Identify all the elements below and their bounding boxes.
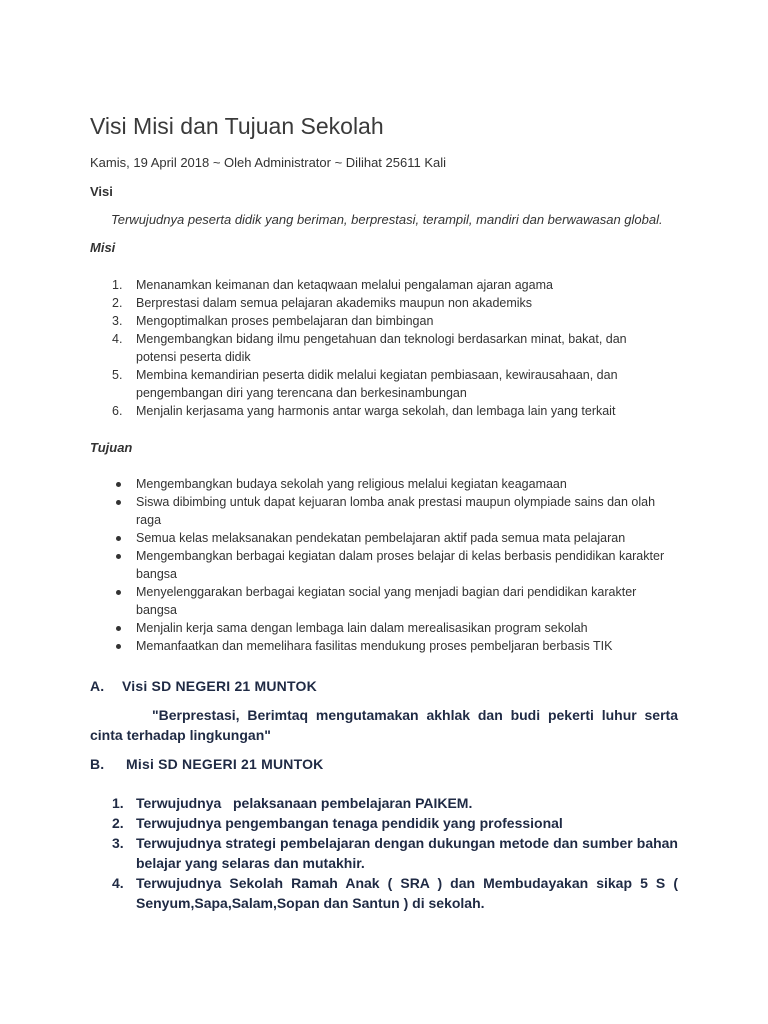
list-item — [0, 475, 666, 493]
bullet-icon — [116, 554, 121, 559]
list-item — [0, 583, 666, 619]
list-item — [0, 366, 666, 402]
list-number: 4. — [112, 875, 124, 891]
list-number: 2. — [112, 815, 124, 831]
list-text: Terwujudnya pelaksanaan pembelajaran PAIKEM. — [136, 795, 473, 811]
bullet-icon — [116, 482, 121, 487]
list-text: Berprestasi dalam semua pelajaran akademiks maupun non akademiks — [136, 296, 533, 310]
list-number: 3. — [112, 314, 123, 328]
list-text: Mengembangkan budaya sekolah yang religious melalui kegiatan keagamaan — [136, 477, 567, 491]
list-item — [0, 294, 666, 312]
list-text: Mengembangkan berbagai kegiatan dalam proses belajar di kelas berbasis pendidikan karakter bangsa — [136, 549, 665, 581]
list-item — [0, 312, 666, 330]
section-letter: A. — [90, 678, 105, 694]
sd-misi-list — [0, 793, 678, 913]
list-number: 1. — [112, 278, 123, 292]
list-item — [0, 619, 666, 637]
list-text: Mengoptimalkan proses pembelajaran dan bimbingan — [136, 314, 434, 328]
bullet-icon — [116, 500, 121, 505]
list-number: 1. — [112, 795, 124, 811]
list-text: Menyelenggarakan berbagai kegiatan social yang menjadi bagian dari pendidikan karakter bangsa — [136, 585, 637, 617]
list-item — [0, 402, 666, 420]
page-title: Visi Misi dan Tujuan Sekolah — [90, 113, 384, 139]
bullet-icon — [116, 644, 121, 649]
tujuan-list — [0, 475, 666, 655]
section-title: Misi SD NEGERI 21 MUNTOK — [126, 756, 324, 772]
bullet-icon — [116, 626, 121, 631]
list-item — [0, 276, 666, 294]
misi-label: Misi — [90, 240, 116, 255]
list-text: Memanfaatkan dan memelihara fasilitas mendukung proses pembeljaran berbasis TIK — [136, 639, 613, 653]
sd-misi-heading — [90, 756, 323, 772]
list-number: 5. — [112, 368, 123, 382]
list-text: Menjalin kerjasama yang harmonis antar warga sekolah, dan lembaga lain yang terkait — [136, 404, 616, 418]
list-text: Terwujudnya Sekolah Ramah Anak ( SRA ) dan Membudayakan sikap 5 S ( Senyum,Sapa,Salam,Sopan dan Santun ) di sekolah. — [136, 875, 678, 911]
list-text: Mengembangkan bidang ilmu pengetahuan dan teknologi berdasarkan minat, bakat, dan potensi peserta didik — [136, 332, 627, 364]
list-text: Menanamkan keimanan dan ketaqwaan melalui pengalaman ajaran agama — [136, 278, 553, 292]
misi-list — [0, 276, 666, 420]
list-item — [0, 793, 678, 813]
list-number: 2. — [112, 296, 123, 310]
sd-visi-quote — [90, 705, 678, 745]
list-number: 4. — [112, 332, 123, 346]
list-number: 3. — [112, 835, 124, 851]
list-item — [0, 813, 678, 833]
visi-label: Visi — [90, 184, 113, 199]
quote-text: "Berprestasi, Berimtaq mengutamakan akhlak dan budi pekerti luhur serta cinta terhadap lingkungan" — [90, 707, 678, 743]
section-letter: B. — [90, 756, 105, 772]
list-text: Membina kemandirian peserta didik melalui kegiatan pembiasaan, kewirausahaan, dan pengembangan diri yang terencana dan berkesinambungan — [136, 368, 618, 400]
list-item — [0, 547, 666, 583]
sd-visi-heading — [90, 678, 317, 694]
list-item — [0, 529, 666, 547]
bullet-icon — [116, 536, 121, 541]
list-item — [0, 637, 666, 655]
list-item — [0, 873, 678, 913]
list-item — [0, 833, 678, 873]
article-meta: Kamis, 19 April 2018 ~ Oleh Administrator ~ Dilihat 25611 Kali — [90, 155, 447, 170]
list-item — [0, 493, 666, 529]
list-text: Terwujudnya pengembangan tenaga pendidik yang professional — [136, 815, 563, 831]
tujuan-label: Tujuan — [90, 440, 133, 455]
list-text: Semua kelas melaksanakan pendekatan pembelajaran aktif pada semua mata pelajaran — [136, 531, 626, 545]
list-text: Terwujudnya strategi pembelajaran dengan dukungan metode dan sumber bahan belajar yang selaras dan mutakhir. — [136, 835, 678, 871]
list-item — [0, 330, 666, 366]
list-number: 6. — [112, 404, 123, 418]
visi-text: Terwujudnya peserta didik yang beriman, berprestasi, terampil, mandiri dan berwawasan global. — [111, 212, 663, 227]
section-title: Visi SD NEGERI 21 MUNTOK — [122, 678, 317, 694]
list-text: Menjalin kerja sama dengan lembaga lain dalam merealisasikan program sekolah — [136, 621, 588, 635]
bullet-icon — [116, 590, 121, 595]
list-text: Siswa dibimbing untuk dapat kejuaran lomba anak prestasi maupun olympiade sains dan olah raga — [136, 495, 656, 527]
